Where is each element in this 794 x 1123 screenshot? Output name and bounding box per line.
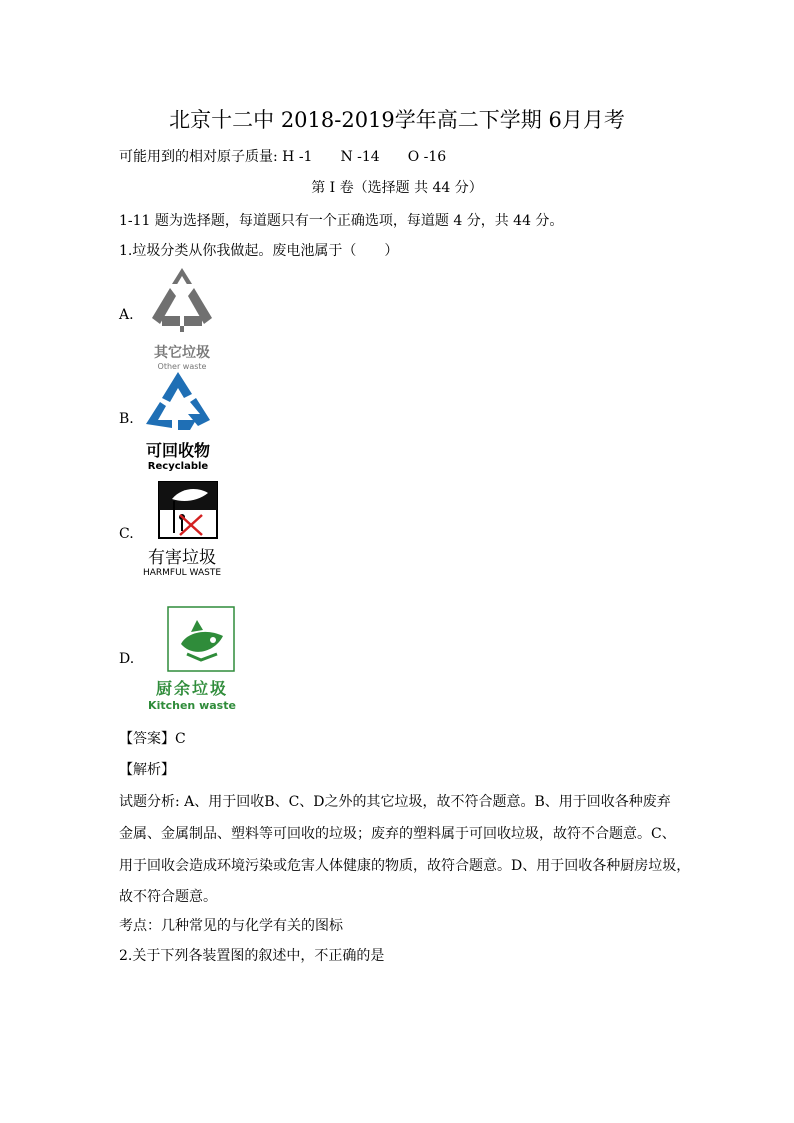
recycle-icon bbox=[138, 368, 218, 434]
option-d-letter: D. bbox=[119, 651, 135, 667]
answer: 【答案】C bbox=[119, 731, 186, 747]
analysis-line-1: 试题分析: A、用于回收B、C、D之外的其它垃圾，故不符合题意。B、用于回收各种废弃 bbox=[119, 794, 671, 810]
option-b-letter: B. bbox=[119, 411, 134, 427]
analysis-heading: 【解析】 bbox=[119, 762, 175, 778]
harmful-waste-logo bbox=[140, 481, 224, 578]
recyclable-logo bbox=[138, 368, 218, 472]
kitchen-waste-icon bbox=[167, 606, 235, 672]
option-b-label: 可回收物 bbox=[145, 441, 210, 460]
section-heading: 第 I 卷（选择题 共 44 分） bbox=[311, 180, 483, 196]
other-waste-icon bbox=[140, 266, 224, 338]
page-title: 北京十二中 2018-2019学年高二下学期 6月月考 bbox=[169, 108, 625, 132]
instructions: 1-11 题为选择题，每道题只有一个正确选项，每道题 4 分，共 44 分。 bbox=[119, 213, 564, 229]
option-a-letter: A. bbox=[119, 307, 134, 323]
question-2: 2.关于下列各装置图的叙述中，不正确的是 bbox=[119, 948, 385, 964]
option-a-label: 其它垃圾 bbox=[154, 345, 210, 361]
option-b-label-en: Recyclable bbox=[147, 461, 209, 472]
option-c-letter: C. bbox=[119, 526, 134, 542]
analysis-line-3: 用于回收会造成环境污染或危害人体健康的物质，故符合题意。D、用于回收各种厨房垃圾， bbox=[119, 858, 691, 874]
atomic-mass-line: 可能用到的相对原子质量: H -1 N -14 O -16 bbox=[119, 149, 447, 165]
analysis-line-2: 金属、金属制品、塑料等可回收的垃圾；废弃的塑料属于可回收垃圾，故符不合题意。C、 bbox=[119, 826, 676, 842]
kaodian-line: 考点：几种常见的与化学有关的图标 bbox=[119, 918, 343, 934]
harmful-waste-icon bbox=[158, 481, 218, 539]
option-c-label-en: HARMFUL WASTE bbox=[142, 568, 222, 578]
option-d-label-en: Kitchen waste bbox=[148, 699, 236, 712]
analysis-line-4: 故不符合题意。 bbox=[119, 889, 217, 905]
question-1: 1.垃圾分类从你我做起。废电池属于（ ） bbox=[119, 243, 399, 259]
kitchen-waste-logo bbox=[140, 606, 244, 712]
option-c-label: 有害垃圾 bbox=[148, 548, 216, 568]
other-waste-logo bbox=[140, 266, 224, 371]
option-d-label: 厨余垃圾 bbox=[155, 679, 228, 698]
option-a-label-en: Other waste bbox=[157, 362, 207, 371]
